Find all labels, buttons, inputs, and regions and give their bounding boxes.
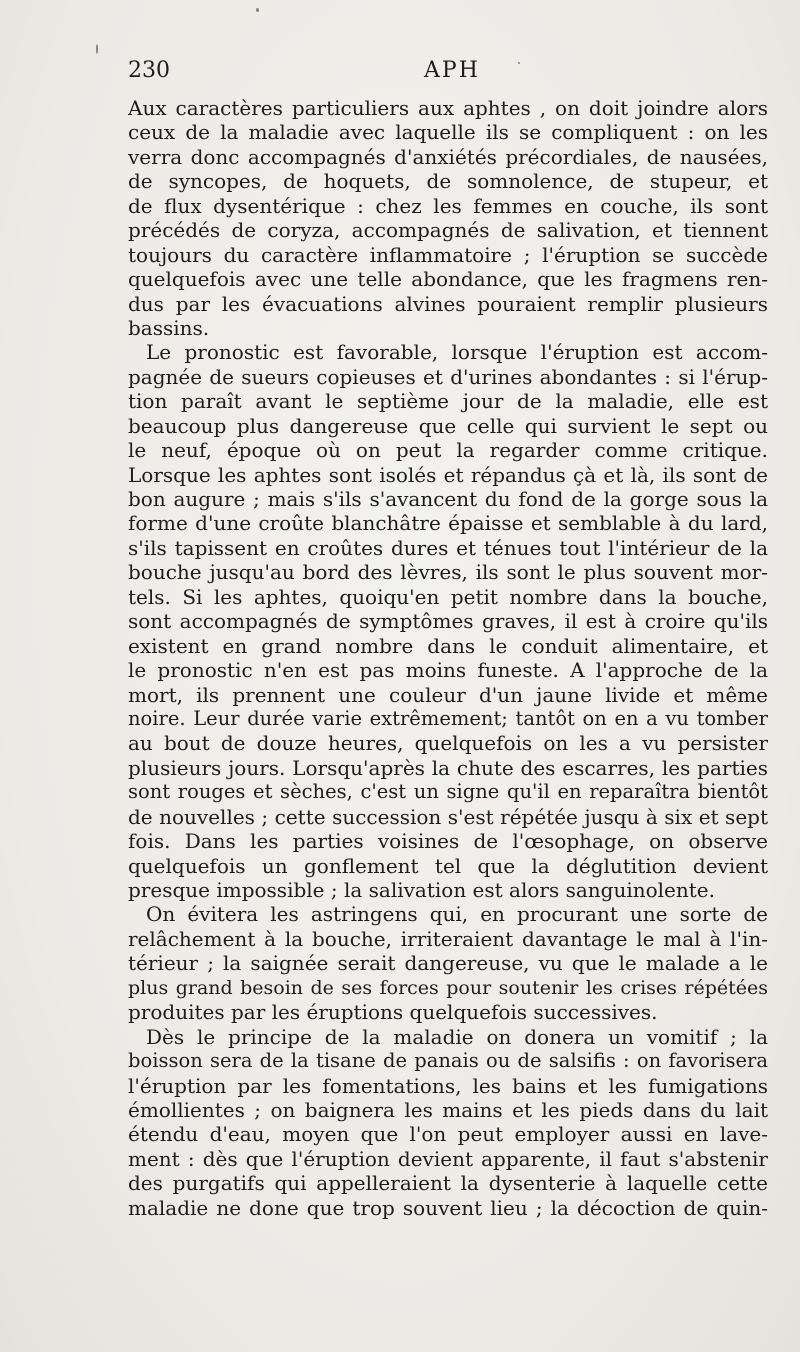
text-line: toujours du caractère inflammatoire ; l'éruption se succède <box>128 242 768 267</box>
text-line: Aux caractères particuliers aux aphtes , on doit joindre alors <box>128 96 768 120</box>
text-line: beaucoup plus dangereuse que celle qui survient le sept ou <box>128 413 768 438</box>
text-line: plus grand besoin de ses forces pour soutenir les crises répétées <box>128 976 768 999</box>
text-line: On évitera les astringens qui, en procurant une sorte de <box>146 902 768 927</box>
ink-speck <box>96 44 98 54</box>
text-line: térieur ; la saignée serait dangereuse, vu que le malade a le <box>128 951 768 976</box>
text-line: boisson sera de la tisane de panais ou de salsifis : on favorisera <box>128 1049 768 1073</box>
text-line: tion paraît avant le septième jour de la maladie, elle est <box>128 389 768 414</box>
text-line: ceux de la maladie avec laquelle ils se compliquent : on les <box>128 120 768 145</box>
text-line: relâchement à la bouche, irriteraient davantage le mal à l'in- <box>128 926 768 951</box>
text-line: le pronostic n'en est pas moins funeste. A l'approche de la <box>128 658 768 683</box>
page-header <box>128 58 768 90</box>
text-line: verra donc accompagnés d'anxiétés précordiales, de nausées, <box>128 144 768 169</box>
text-line: au bout de douze heures, quelquefois on les a vu persister <box>128 731 768 756</box>
text-line: le neuf, époque où on peut la regarder comme critique. <box>128 438 768 463</box>
text-line: Lorsque les aphtes sont isolés et répandus çà et là, ils sont de <box>128 462 768 487</box>
text-line: de flux dysentérique : chez les femmes en couche, ils sont <box>128 193 768 218</box>
text-line: sont rouges et sèches, c'est un signe qu'il en reparaîtra bientôt <box>128 780 768 804</box>
text-line: précédés de coryza, accompagnés de salivation, et tiennent <box>128 218 768 243</box>
text-line: maladie ne done que trop souvent lieu ; la décoction de quin- <box>128 1195 768 1220</box>
text-line: bassins. <box>128 315 210 340</box>
text-line: des purgatifs qui appelleraient la dysenterie à laquelle cette <box>128 1171 768 1196</box>
text-line: émollientes ; on baignera les mains et les pieds dans du lait <box>128 1097 768 1122</box>
text-line: forme d'une croûte blanchâtre épaisse et semblable à du lard, <box>128 511 768 536</box>
text-line: sont accompagnés de symptômes graves, il est à croire qu'ils <box>128 609 768 634</box>
text-line: étendu d'eau, moyen que l'on peut employer aussi en lave- <box>128 1122 768 1147</box>
text-line: tels. Si les aphtes, quoiqu'en petit nombre dans la bouche, <box>128 584 768 609</box>
text-line: dus par les évacuations alvines pouraient remplir plusieurs <box>128 291 768 316</box>
running-head: APH <box>424 58 480 83</box>
text-line: fois. Dans les parties voisines de l'œsophage, on observe <box>128 829 768 854</box>
text-line: de syncopes, de hoquets, de somnolence, de stupeur, et <box>128 169 768 194</box>
text-line: bon augure ; mais s'ils s'avancent du fond de la gorge sous la <box>128 487 768 511</box>
text-line: s'ils tapissent en croûtes dures et ténues tout l'intérieur de la <box>128 535 768 560</box>
text-line: quelquefois avec une telle abondance, que les fragmens ren- <box>128 267 768 292</box>
ink-speck <box>256 8 259 12</box>
text-line: existent en grand nombre dans le conduit alimentaire, et <box>128 633 768 658</box>
text-line: de nouvelles ; cette succession s'est répétée jusqu à six et sept <box>128 804 768 829</box>
text-line: Dès le principe de la maladie on donera un vomitif ; la <box>146 1024 768 1049</box>
text-line: bouche jusqu'au bord des lèvres, ils sont le plus souvent mor- <box>128 560 768 585</box>
text-line: plusieurs jours. Lorsqu'après la chute des escarres, les parties <box>128 755 768 780</box>
text-line: l'éruption par les fomentations, les bains et les fumigations <box>128 1073 768 1098</box>
text-line: noire. Leur durée varie extrêmement; tantôt on en a vu tomber <box>128 706 768 730</box>
text-line: pagnée de sueurs copieuses et d'urines abondantes : si l'érup- <box>128 364 768 389</box>
body-text <box>128 96 768 1220</box>
text-line: mort, ils prennent une couleur d'un jaune livide et même <box>128 682 768 707</box>
text-line: produites par les éruptions quelquefois successives. <box>128 1000 658 1025</box>
text-line: ment : dès que l'éruption devient apparente, il faut s'abstenir <box>128 1146 768 1171</box>
text-line: Le pronostic est favorable, lorsque l'éruption est accom- <box>146 340 768 365</box>
page-number: 230 <box>128 58 170 83</box>
text-line: quelquefois un gonflement tel que la déglutition devient <box>128 853 768 878</box>
text-line: presque impossible ; la salivation est alors sanguinolente. <box>128 878 716 902</box>
